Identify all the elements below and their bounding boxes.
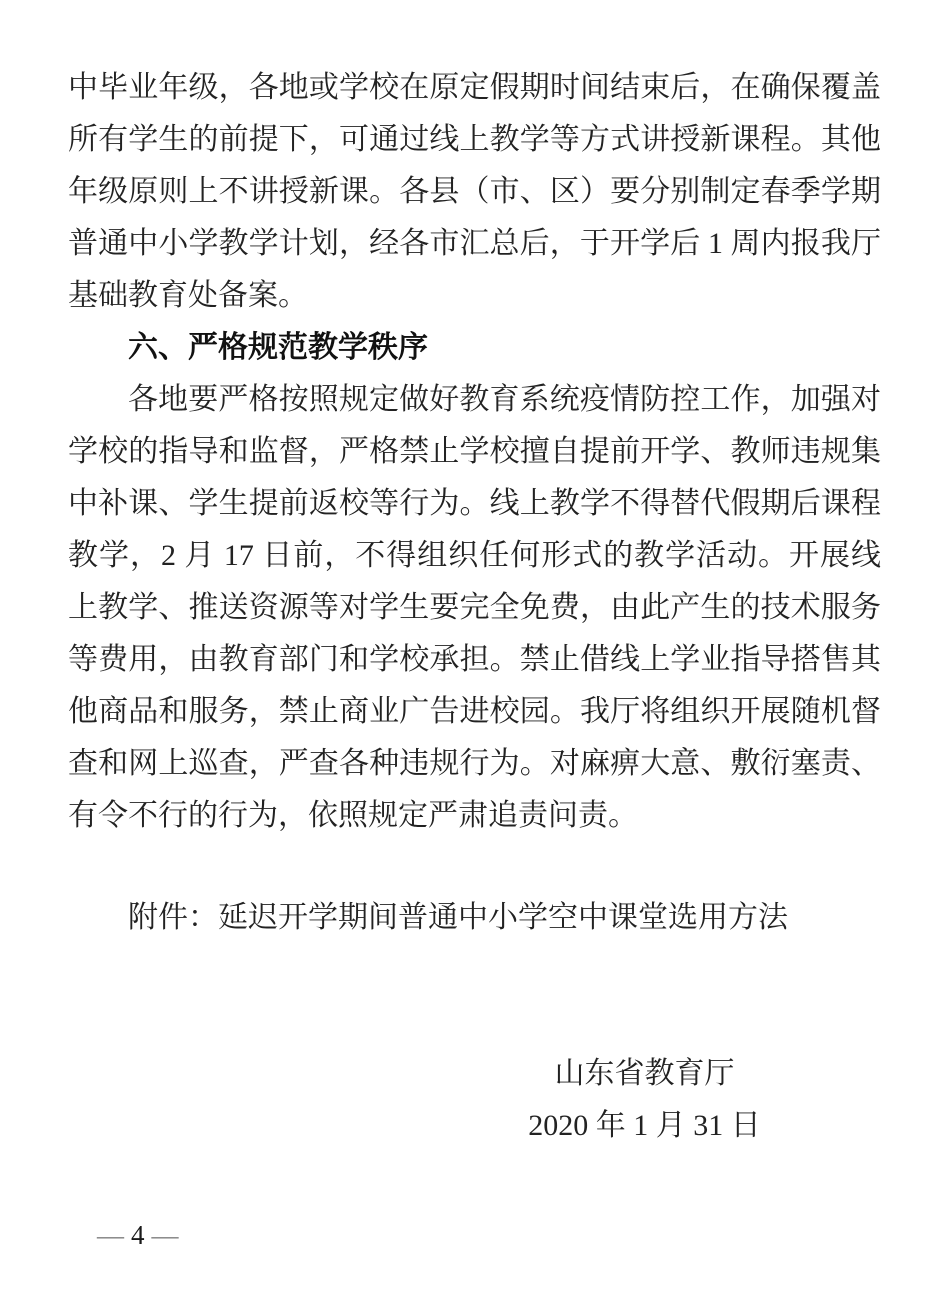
attachment-label: 附件： [128,901,218,934]
issue-date: 2020 年 1 月 31 日 [528,1109,761,1142]
page-footer [97,1217,179,1253]
paragraph-continuation: 中毕业年级，各地或学校在原定假期时间结束后，在确保覆盖所有学生的前提下，可通过线上教学等方式讲授新课程。其他年级原则上不讲授新课。各县（市、区）要分别制定春季学期普通中小学教学计划，经各市汇总后，于开学后 1 周内报我厅基础教育处备案。 [68,71,881,312]
attachment-line [68,892,881,944]
footer-dash-left: — [97,1220,124,1250]
section-paragraph: 各地要严格按照规定做好教育系统疫情防控工作，加强对学校的指导和监督，严格禁止学校擅自提前开学、教师违规集中补课、学生提前返校等行为。线上教学不得替代假期后课程教学，2 月 17 日前，不得组织任何形式的教学活动。开展线上教学、推送资源等对学生要完全免费，由此产生的技术服务等费用，由教育部门和学校承担。禁止借线上学业指导搭售其他商品和服务，禁止商业广告进校园。我厅将组织开展随机督查和网上巡查，严查各种违规行为。对麻痹大意、敷衍塞责、有令不行的行为，依照规定严肃追责问责。 [68,383,881,832]
signature-block [408,1048,881,1152]
attachment-title: 延迟开学期间普通中小学空中课堂选用方法 [218,901,788,934]
section-heading: 六、严格规范教学秩序 [128,331,428,364]
footer-page-number: 4 [131,1220,145,1250]
document-body [68,62,881,1152]
footer-dash-right: — [151,1220,179,1250]
issuer-signature: 山东省教育厅 [554,1057,735,1090]
